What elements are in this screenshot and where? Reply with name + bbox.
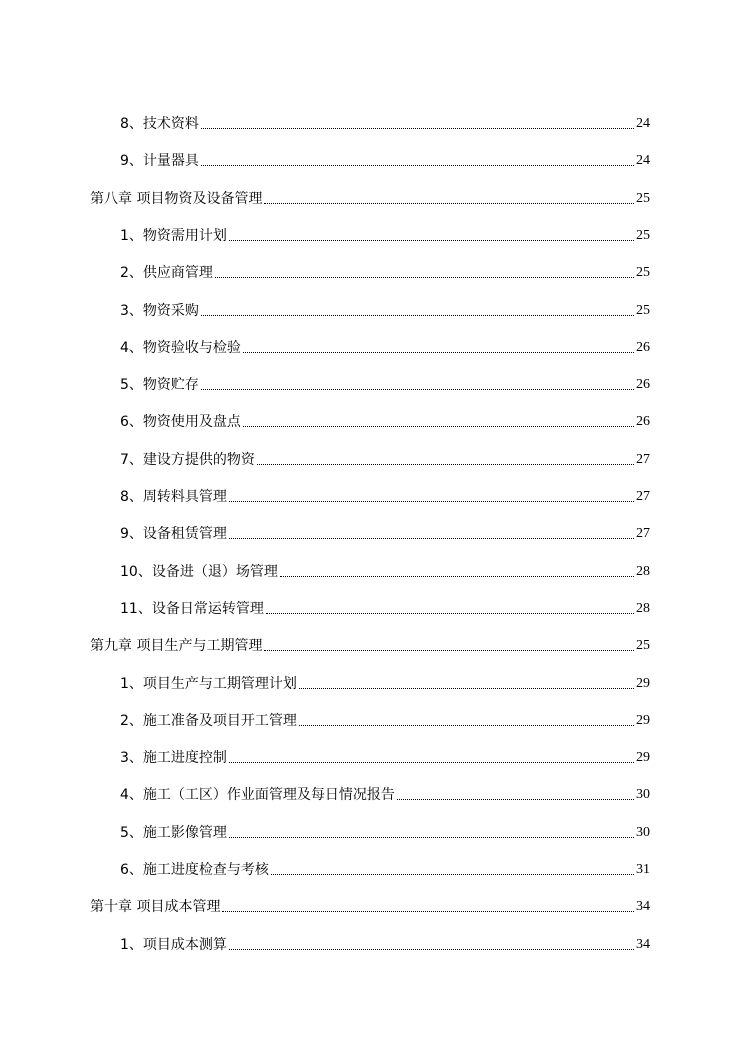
toc-item-row[interactable]: [120, 486, 650, 506]
dot-leader: [264, 203, 634, 204]
toc-item-row[interactable]: [120, 710, 650, 730]
toc-entry-title: 11、设备日常运转管理: [120, 600, 264, 617]
toc-entry-title: 9、计量器具: [120, 153, 199, 170]
toc-page-number: 24: [636, 153, 650, 169]
dot-leader: [229, 762, 634, 763]
toc-entry-title: 2、供应商管理: [120, 265, 213, 282]
dot-leader: [229, 949, 634, 950]
toc-page-number: 26: [636, 339, 650, 355]
dot-leader: [201, 315, 634, 316]
dot-leader: [243, 352, 634, 353]
toc-chapter-row[interactable]: [90, 635, 650, 655]
toc-entry-title: 3、物资采购: [120, 302, 199, 319]
toc-item-row[interactable]: [120, 598, 650, 618]
toc-item-row[interactable]: [120, 747, 650, 767]
toc-item-row[interactable]: [120, 374, 650, 394]
dot-leader: [229, 240, 634, 241]
toc-entry-title: 第十章 项目成本管理: [90, 899, 221, 916]
toc-entry-title: 8、周转料具管理: [120, 489, 227, 505]
toc-page-number: 25: [636, 227, 650, 243]
toc-chapter-row[interactable]: [90, 896, 650, 916]
toc-item-row[interactable]: [120, 934, 650, 954]
toc-page-number: 27: [636, 526, 650, 542]
dot-leader: [215, 277, 634, 278]
toc-item-row[interactable]: [120, 262, 650, 282]
toc-entry-title: 第八章 项目物资及设备管理: [90, 190, 263, 207]
toc-page-number: 29: [636, 750, 650, 766]
toc-entry-title: 4、物资验收与检验: [120, 339, 241, 356]
toc-page-number: 27: [636, 489, 650, 504]
toc-item-row[interactable]: [120, 673, 650, 693]
toc-item-row[interactable]: [120, 784, 650, 804]
toc-item-row[interactable]: [120, 225, 650, 245]
toc-entry-title: 4、施工（工区）作业面管理及每日情况报告: [120, 787, 395, 804]
toc-entry-title: 第九章 项目生产与工期管理: [90, 638, 263, 655]
dot-leader: [201, 165, 634, 166]
dot-leader: [280, 576, 634, 577]
toc-page-number: 34: [636, 936, 650, 952]
toc-page-number: 25: [636, 638, 650, 654]
dot-leader: [229, 837, 634, 838]
toc-item-row[interactable]: [120, 150, 650, 170]
dot-leader: [266, 613, 634, 614]
toc-item-row[interactable]: [120, 113, 650, 133]
toc-page-number: 24: [636, 116, 650, 131]
toc-page-number: 27: [636, 451, 650, 467]
dot-leader: [243, 426, 634, 427]
toc-item-row[interactable]: [120, 300, 650, 320]
toc-entry-title: 5、物资贮存: [120, 377, 199, 394]
toc-page-number: 25: [636, 190, 650, 206]
toc-page-number: 30: [636, 824, 650, 840]
toc-page-number: 25: [636, 265, 650, 281]
toc-item-row[interactable]: [120, 337, 650, 357]
dot-leader: [201, 389, 634, 390]
toc-item-row[interactable]: [120, 449, 650, 469]
dot-leader: [299, 688, 634, 689]
toc-entry-title: 9、设备租赁管理: [120, 526, 227, 543]
toc-entry-title: 7、建设方提供的物资: [120, 451, 255, 468]
toc-entry-title: 1、项目成本测算: [120, 936, 227, 953]
toc-page-number: 34: [636, 899, 650, 915]
toc-entry-title: 10、设备进（退）场管理: [120, 563, 278, 580]
toc-entry-title: 3、施工进度控制: [120, 750, 227, 767]
toc-page-number: 30: [636, 787, 650, 803]
toc-entry-title: 1、物资需用计划: [120, 227, 227, 244]
dot-leader: [299, 725, 634, 726]
toc-page-number: 29: [636, 712, 650, 728]
dot-leader: [222, 911, 634, 912]
toc-page-number: 26: [636, 377, 650, 393]
toc-item-row[interactable]: [120, 561, 650, 581]
toc-item-row[interactable]: [120, 523, 650, 543]
toc-item-row[interactable]: [120, 822, 650, 842]
dot-leader: [229, 538, 634, 539]
toc-page-number: 25: [636, 302, 650, 318]
dot-leader: [201, 128, 634, 129]
toc-page-number: 26: [636, 414, 650, 430]
toc-chapter-row[interactable]: [90, 188, 650, 208]
dot-leader: [257, 464, 634, 465]
toc-item-row[interactable]: [120, 859, 650, 879]
toc-entry-title: 1、项目生产与工期管理计划: [120, 675, 297, 692]
toc-page-number: 28: [636, 600, 650, 616]
toc-page-number: 31: [636, 862, 650, 877]
toc-item-row[interactable]: [120, 411, 650, 431]
dot-leader: [264, 650, 634, 651]
toc-entry-title: 6、施工进度检查与考核: [120, 862, 269, 878]
dot-leader: [229, 501, 634, 502]
toc-entry-title: 5、施工影像管理: [120, 824, 227, 841]
toc-page-number: 28: [636, 563, 650, 579]
toc-entry-title: 8、技术资料: [120, 116, 199, 132]
dot-leader: [397, 799, 634, 800]
dot-leader: [271, 874, 634, 875]
toc-entry-title: 2、施工准备及项目开工管理: [120, 712, 297, 729]
toc-entry-title: 6、物资使用及盘点: [120, 414, 241, 431]
toc-page-number: 29: [636, 675, 650, 691]
